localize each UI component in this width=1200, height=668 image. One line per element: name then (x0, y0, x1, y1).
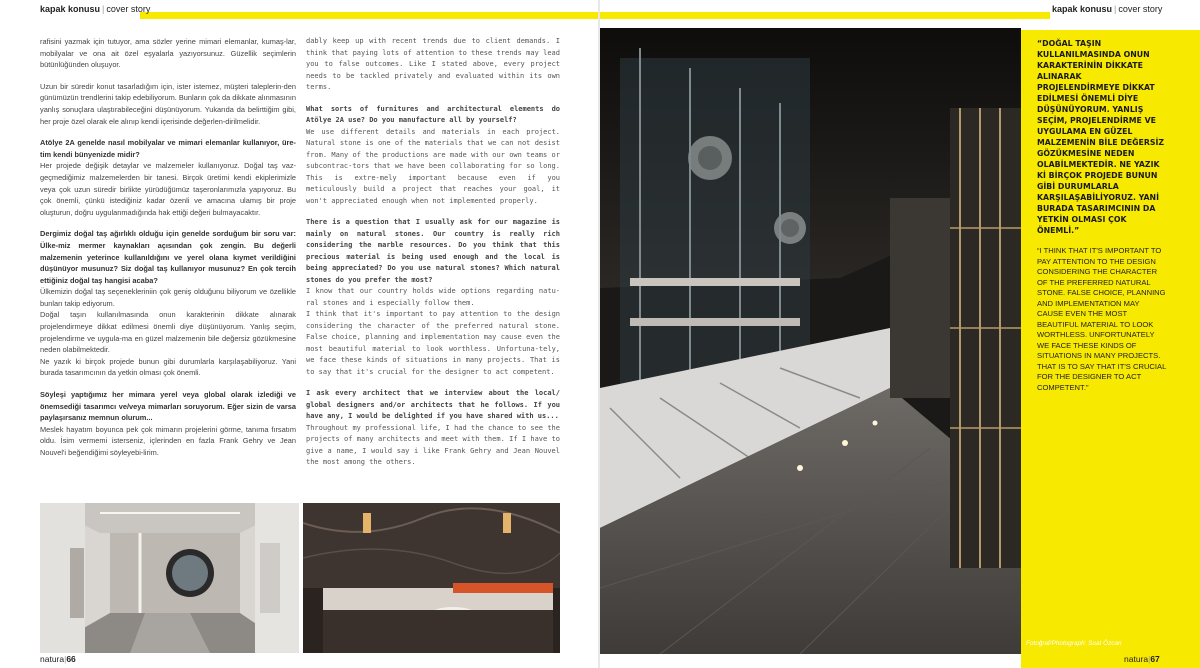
footer-left: natura|66 (40, 654, 76, 664)
interview-question: Dergimiz doğal taş ağırlıklı olduğu için genelde sorduğum bir soru var: Ülke-miz mermer kaynakları açısından çok zengin. Bu değerli malzemenin yeterince kullanıldığını ve yerel olana kıymet verildiğini düşünüyor musunuz? Siz doğal taş kullanıyor musunuz? En çok tercih ettiğiniz doğal taş hangisi acaba? (40, 229, 296, 285)
magazine-name: natura (40, 654, 65, 664)
paragraph: Throughout my professional life, I had the chance to see the projects of many architects and meet with them. If I have to give a name, I would say i like Frank Gehry and Jean Nouvel the most among the others. (306, 423, 560, 466)
interview-question: There is a question that I usually ask for our magazine is mainly on natural stones. Our country is really rich considering the marble resources. Do you think that this precious material is being used enough and the local is being appreciated? Do you use natural stones? Which natural stones do you prefer the most? (306, 218, 560, 284)
footer-right: natura|67 (1124, 654, 1160, 664)
paragraph: Doğal taşın kullanılmasında onun karakterinin dikkate alınarak projelendirmeye dikkat edilmesi önemli diye düşünüyorum. Yanlış seçim, projelendirme ve uygula-ma en güzel malzemenin bile değersiz gözükmesine neden olabilmektedir. (40, 310, 296, 355)
page-number: 66 (66, 654, 76, 664)
header-label-left: kapak konusu | cover story (40, 4, 151, 14)
section-label: kapak konusu (40, 4, 101, 14)
paragraph: Her projede değişik detaylar ve malzemeler kullanıyoruz. Doğal taş vaz-geçmediğimiz malzemelerden bir tanesi. Birçok üretimi kendi ekiplerimizle veya çok uzun süredir birlikte yürüdüğümüz taşeronlarımızla yapıyoruz. Bu çok önemli, çünkü istediğiniz kadar özenli ve amacına ulamış bir proje oluşturun, doğru uygulanmadığında hak ettiği değeri bulmayacaktır. (40, 161, 296, 217)
header-rule-right (600, 12, 1050, 19)
paragraph: We use different details and materials in each project. Natural stone is one of the materials that we can not desist from. Many of the productions are made with our own teams or subcontrac-tors that we have been collaborating for so long. This is extre-mely important because even if you meticulously build a project that reaches your goal, it won't appreciated enough when not implemented properly. (306, 127, 560, 205)
paragraph: Meslek hayatım boyunca pek çok mimarın projelerini görme, tanıma fırsatım oldu. İsim vermemi isterseniz, içlerinden en fazla Frank Gehry ve Jean Nouvel'i beğendiğimi söyleyebi-lirim. (40, 424, 296, 457)
interview-question: I ask every architect that we interview about the local/ global designers and/or architects that he follows. If you have any, I would be delighted if you have shared with us... (306, 389, 560, 420)
section-label-en: cover story (1118, 4, 1163, 14)
paragraph: Uzun bir süredir konut tasarladığım için, ister istemez, müşteri taleplerin-den günümüzün trendlerini takip edebiliyorum. Bunların çok da dikkate alınmasının yanlış sonuçlara ulaştırabileceğini düşünüyorum. Yukarıda da belirttiğim gibi, her proje özel olarak ele alınıp kendi içerisinde değerlen-dirilmelidir. (40, 81, 296, 126)
paragraph: dably keep up with recent trends due to client demands. I think that paying lots of attention to these trends may lead you to false outcomes. Like I stated above, every project needs to be tackled privately and evaluated within its own terms. (306, 37, 560, 91)
paragraph: Ülkemizin doğal taş seçenekleriniin çok geniş olduğunu biliyorum ve özellikle bunları takip ediyorum. (40, 287, 296, 308)
interview-question: Söyleşi yaptığımız her mimara yerel veya global olarak izlediği ve önemsediği tasarımcı ve/veya mimarları soruyorum. Eğer sizin de varsa paylaşırsanız memnun olurum... (40, 390, 296, 423)
pullquote-turkish: “DOĞAL TAŞIN KULLANILMASINDA ONUN KARAKTERİNİN DİKKATE ALINARAK PROJELENDİRMEYE DİKKAT EDİLMESİ ÖNEMLİ DİYE DÜŞÜNÜYORUM. YANLIŞ SEÇİM, PROJELENDİRME VE UYGULAMA EN GÜZEL MALZEMENİN BİLE DEĞERSİZ GÖZÜKMESİNE NEDEN OLABİLMEKTEDİR. NE YAZIK Kİ BİRÇOK PROJEDE BUNUN GİBİ DURUMLARLA KARŞILAŞABİLİYORUZ. YANİ BURADA TASARIMCININ DA YETKİN OLMASI ÇOK ÖNEMLİ.” (1037, 39, 1165, 235)
section-label-en: cover story (106, 4, 151, 14)
section-label: kapak konusu (1052, 4, 1113, 14)
marble-bathroom-photo (303, 503, 560, 653)
paragraph: rafisini yazmak için tutuyor, ama sözler yerine mimari elemanlar, kumaş-lar, mobilyalar ve ona ait özel eşyalarla yazıyorsunuz. Güzellik seçimlerin bütünlüğünden oluşuyor. (40, 37, 296, 70)
page-number: 67 (1150, 654, 1160, 664)
interview-question: Atölye 2A genelde nasıl mobilyalar ve mimari elemanlar kullanıyor, üre-tim kendi bünyenizde midir? (40, 138, 296, 159)
header-label-right: kapak konusu | cover story (1052, 4, 1163, 14)
paragraph: I think that it's important to pay attention to the design considering the character of the preferred natural stone. False choice, planning and implementation may cause even the most beautiful material to look worthless. Unfortuna-tely, we face these kinds of situations in many projects. That is to say that it's crucial for the designer to act competent. (306, 310, 560, 376)
article-column-tr (40, 36, 296, 469)
paragraph: I know that our country holds wide options regarding natu-ral stones and i especially follow them. (306, 287, 560, 307)
pullquote-english: “I THINK THAT IT'S IMPORTANT TO PAY ATTENTION TO THE DESIGN CONSIDERING THE CHARACTER OF THE PREFERRED NATURAL STONE. FALSE CHOICE, PLANNING AND IMPLEMENTATION MAY CAUSE EVEN THE MOST BEAUTIFUL MATERIAL TO LOOK WORTHLESS. UNFORTUNATELY WE FACE THESE KINDS OF SITUATIONS IN MANY PROJECTS. THAT IS TO SAY THAT IT'S CRUCIAL FOR THE DESIGNER TO ACT COMPETENT.” (1037, 246, 1167, 392)
restaurant-marble-bar-photo (600, 28, 1021, 654)
header-rule-left (140, 12, 598, 19)
interview-question: What sorts of furnitures and architectural elements do Atölye 2A use? Do you manufacture all by yourself? (306, 104, 560, 124)
paragraph: Ne yazık ki birçok projede bunun gibi durumlarla karşılaşabiliyoruz. Yani burada tasarımcının da yetkin olması çok önemli. (40, 356, 296, 378)
article-column-en (306, 36, 560, 479)
interior-hallway-photo (40, 503, 299, 653)
magazine-name: natura (1124, 654, 1149, 664)
photo-credit: Fotoğraf/Photograph: Suat Özcan (1026, 640, 1122, 647)
